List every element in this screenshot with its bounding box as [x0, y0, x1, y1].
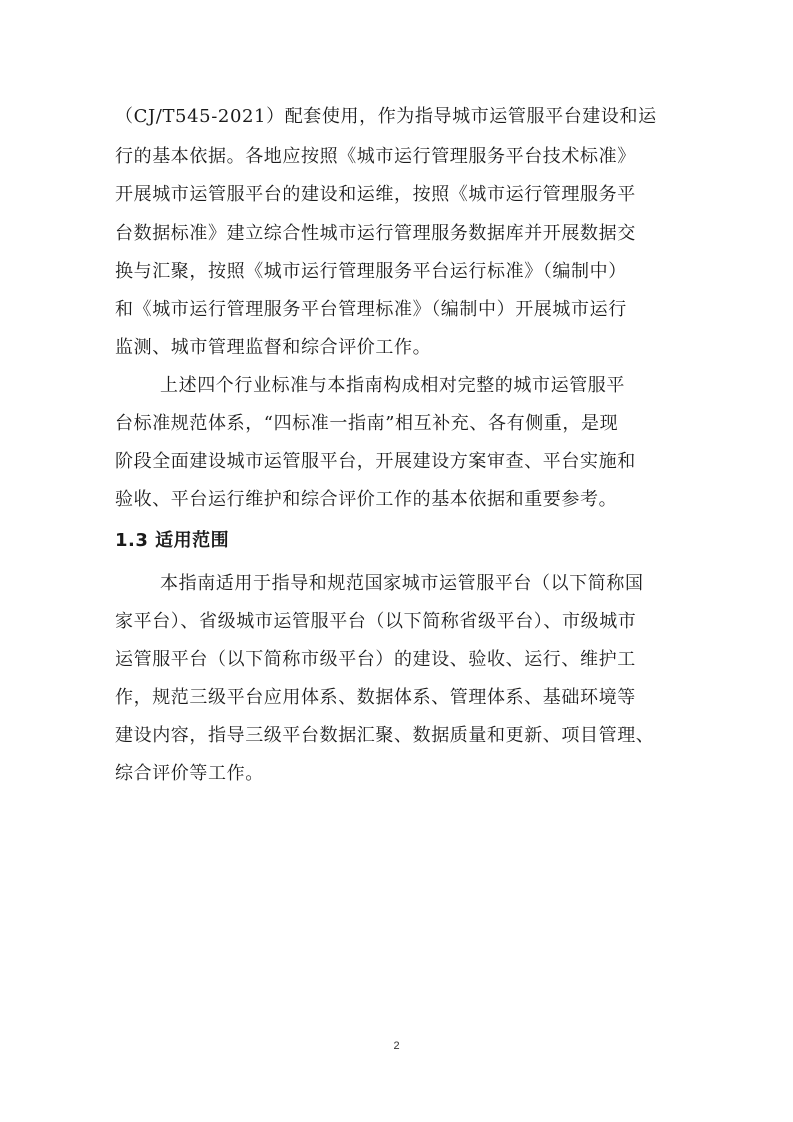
paragraph1-line-2: 行的基本依据。各地应按照《城市运行管理服务平台技术标准》 [115, 146, 636, 167]
paragraph3-line-1: 本指南适用于指导和规范国家城市运管服平台（以下简称国 [160, 573, 644, 594]
paragraph1-line-6: 和《城市运行管理服务平台管理标准》（编制中）开展城市运行 [115, 299, 627, 320]
paragraph1-line-4: 台数据标准》建立综合性城市运行管理服务数据库并开展数据交 [115, 223, 636, 244]
paragraph2-line-4: 验收、平台运行维护和综合评价工作的基本依据和重要参考。 [115, 489, 618, 510]
paragraph3-line-5: 建设内容，指导三级平台数据汇聚、数据质量和更新、项目管理、 [115, 725, 655, 746]
paragraph3-line-4: 作，规范三级平台应用体系、数据体系、管理体系、基础环境等 [115, 687, 636, 708]
paragraph1-line-5: 换与汇聚，按照《城市运行管理服务平台运行标准》（编制中） [115, 261, 627, 282]
page-number: 2 [393, 1040, 400, 1052]
paragraph3-line-3: 运管服平台（以下简称市级平台）的建设、验收、运行、维护工 [115, 649, 636, 670]
paragraph1-line-3: 开展城市运管服平台的建设和运维，按照《城市运行管理服务平 [115, 184, 636, 205]
paragraph1-line-1: （CJ/T545-2021）配套使用，作为指导城市运管服平台建设和运 [115, 106, 657, 127]
paragraph3-line-6: 综合评价等工作。 [115, 763, 264, 784]
section-heading: 1.3 适用范围 [115, 530, 230, 551]
paragraph3-line-2: 家平台）、省级城市运管服平台（以下简称省级平台）、市级城市 [115, 611, 637, 632]
paragraph2-line-3: 阶段全面建设城市运管服平台，开展建设方案审查、平台实施和 [115, 451, 636, 472]
paragraph2-line-2: 台标准规范体系，“四标准一指南”相互补充、各有侧重，是现 [115, 413, 619, 434]
paragraph1-line-7: 监测、城市管理监督和综合评价工作。 [115, 337, 432, 358]
paragraph2-line-1: 上述四个行业标准与本指南构成相对完整的城市运管服平 [160, 375, 625, 396]
